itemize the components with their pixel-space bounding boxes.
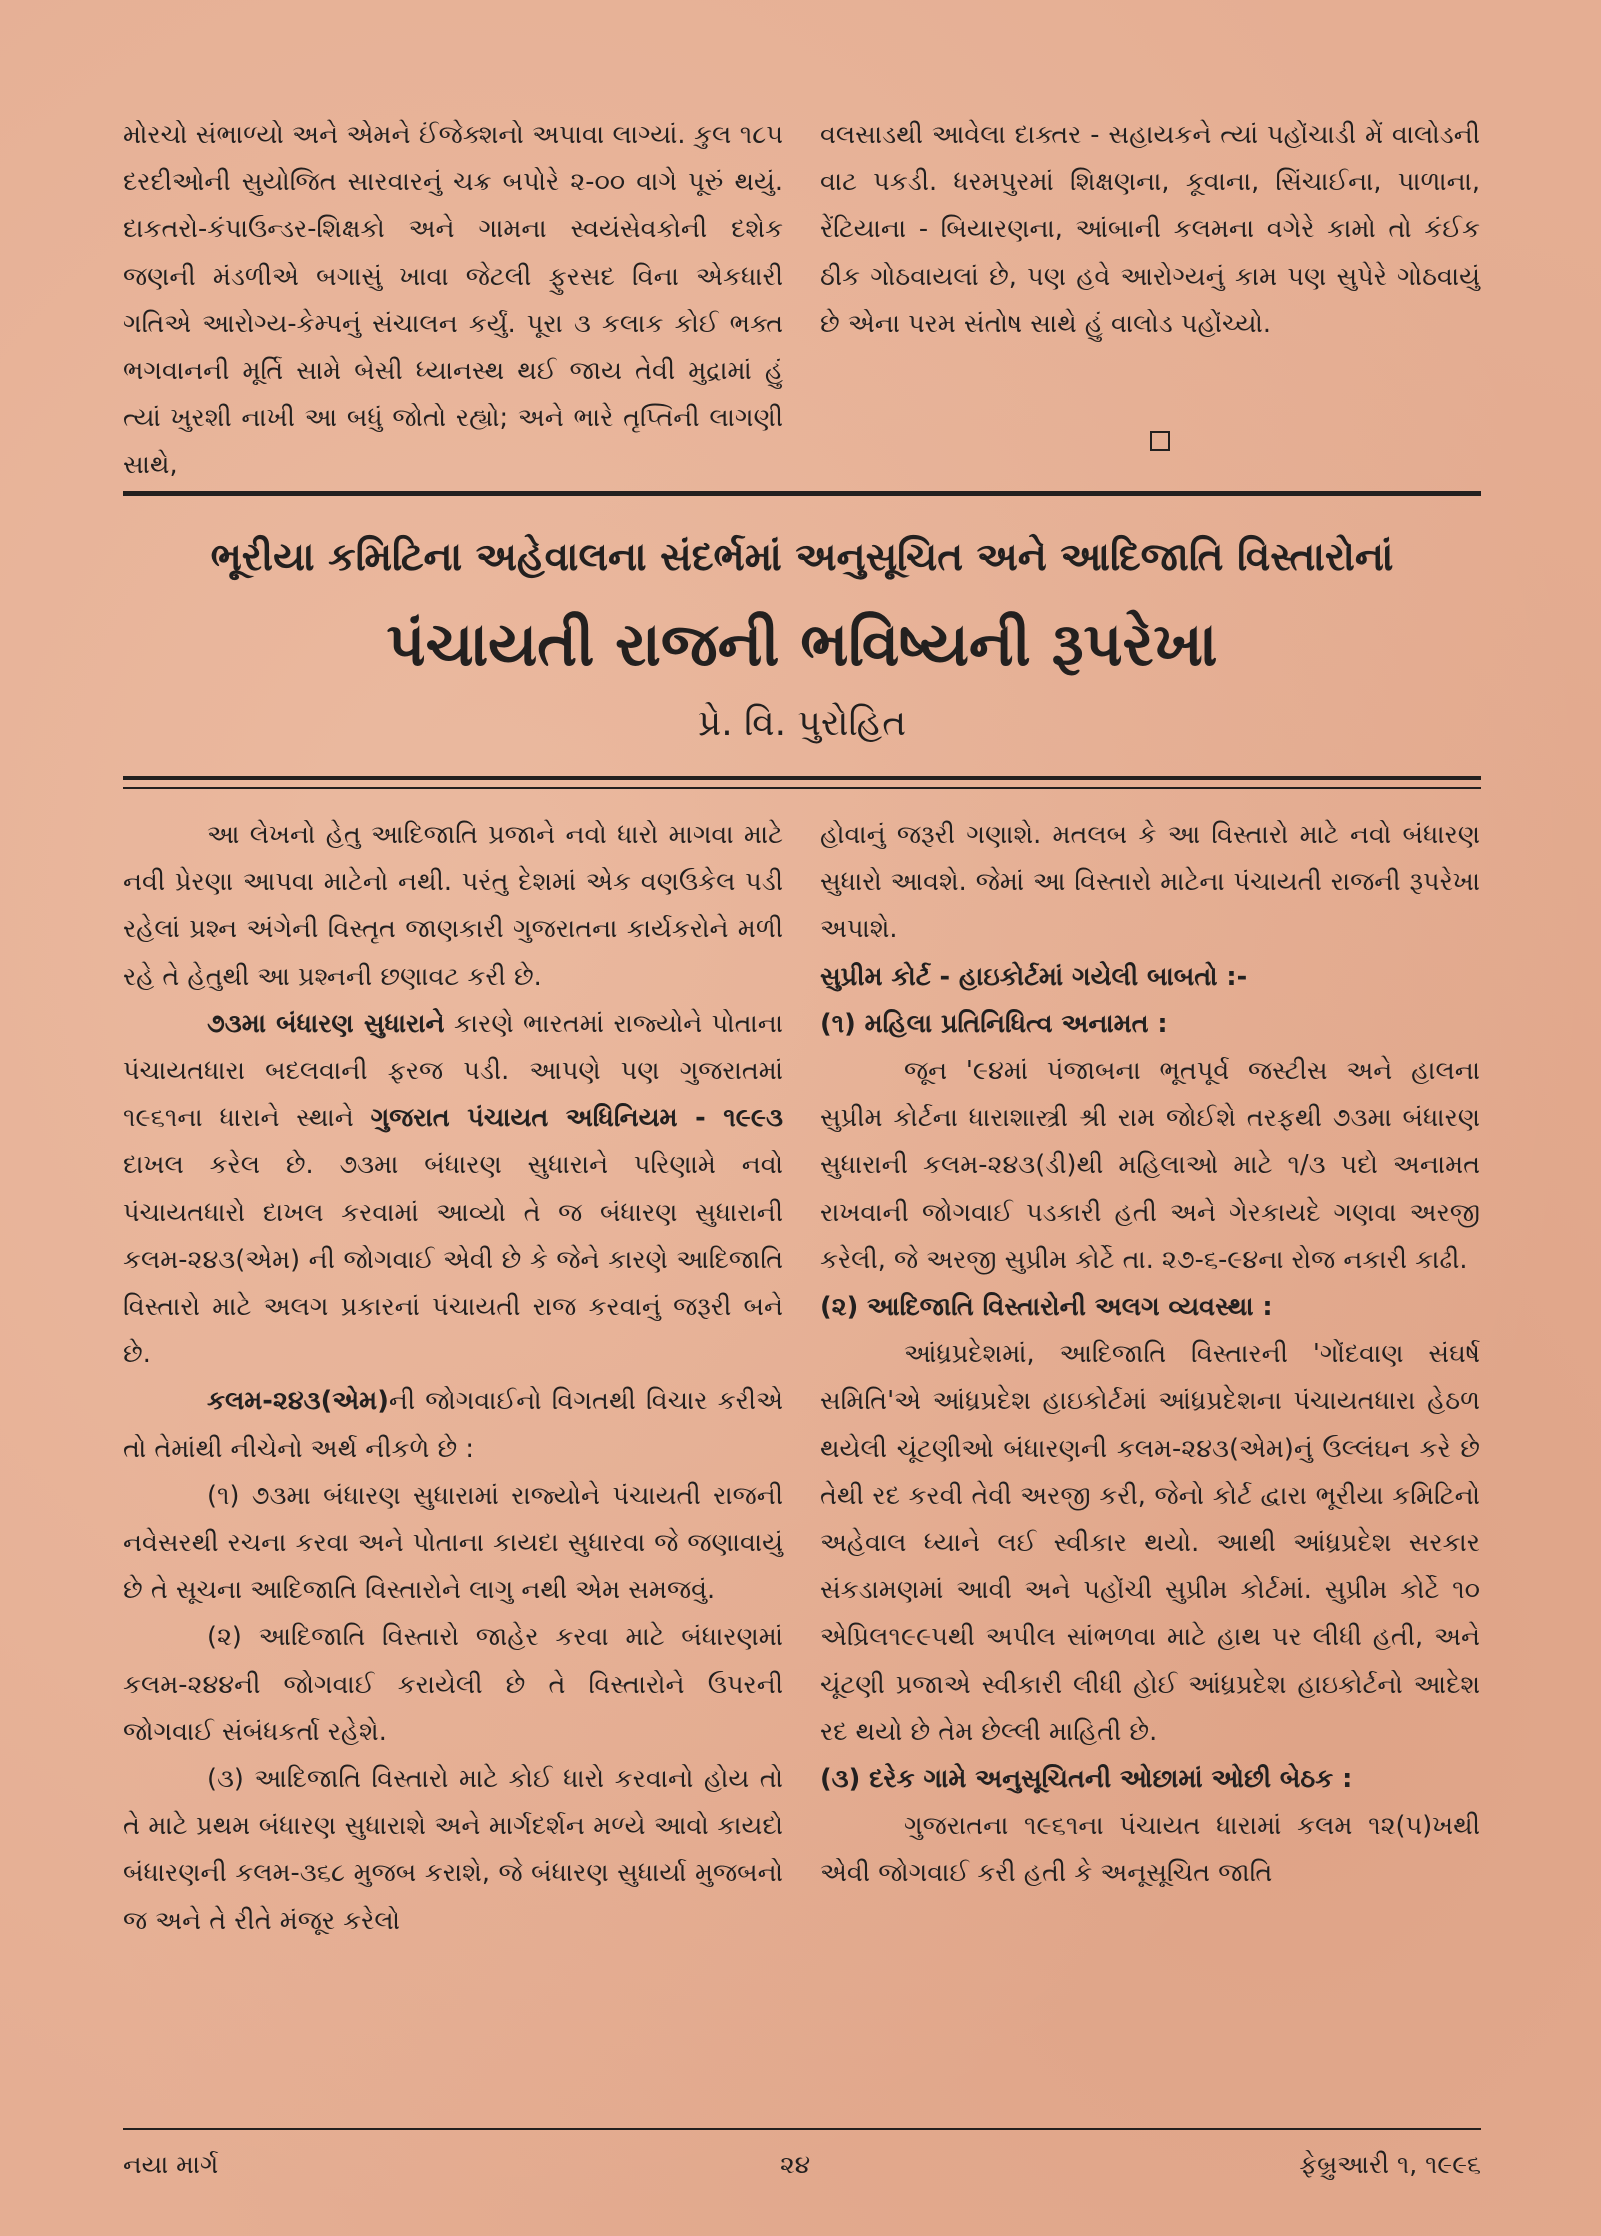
subsection-heading: (૩) દરેક ગામે અનુસૂચિતની ઓછામાં ઓછી બેઠક : (820, 1764, 1353, 1795)
paragraph-text: દાખલ કરેલ છે. ૭૩મા બંધારણ સુધારાને પરિણામે નવો પંચાયતધારો દાખલ કરવામાં આવ્યો તે જ બંધારણ સુધારાની કલમ-૨૪૩(એમ) ની જોગવાઈ એવી છે કે જેને કારણે આદિજાતિ વિસ્તારો માટે અલગ પ્રકારનાં પંચાયતી રાજ કરવાનું જરૂરી બને છે. (123, 1150, 783, 1370)
subsection-heading: (૨) આદિજાતિ વિસ્તારોની અલગ વ્યવસ્થા : (820, 1292, 1273, 1323)
bold-lead: ૭૩મા બંધારણ સુધારાને (207, 1008, 445, 1039)
paragraph: (૨) આદિજાતિ વિસ્તારો જાહેર કરવા માટે બંધારણમાં કલમ-૨૪૪ની જોગવાઈ કરાયેલી છે તે વિસ્તારોને ઉપરની જોગવાઈ સંબંધકર્તા રહેશે. (123, 1622, 783, 1747)
section-heading: સુપ્રીમ કોર્ટ - હાઇકોર્ટમાં ગયેલી બાબતો :- (820, 961, 1248, 992)
subsection-heading: (૧) મહિલા પ્રતિનિધિત્વ અનામત : (820, 1008, 1168, 1039)
paragraph: આ લેખનો હેતુ આદિજાતિ પ્રજાને નવો ધારો માગવા માટે નવી પ્રેરણા આપવા માટેનો નથી. પરંતુ દેશમાં એક વણઉકેલ પડી રહેલાં પ્રશ્ન અંગેની વિસ્તૃત જાણકારી ગુજરાતના કાર્યકરોને મળી રહે તે હેતુથી આ પ્રશ્નની છણાવટ કરી છે. (123, 820, 783, 992)
footer-divider (123, 2128, 1481, 2130)
previous-article-left-text: મોરચો સંભાળ્યો અને એમને ઈંજેક્શનો અપાવા લાગ્યાં. કુલ ૧૮૫ દરદીઓની સુયોજિત સારવારનું ચક્ર બપોરે ૨-૦૦ વાગે પૂરું થયું. દાકતરો-કંપાઉન્ડર-શિક્ષકો અને ગામના સ્વયંસેવકોની દશેક જણની મંડળીએ બગાસું ખાવા જેટલી ફુરસદ વિના એકધારી ગતિએ આરોગ્ય-કેમ્પનું સંચાલન કર્યું. પૂરા ૩ કલાક કોઈ ભક્ત ભગવાનની મૂર્તિ સામે બેસી ધ્યાનસ્થ થઈ જાય તેવી મુદ્રામાં હું ત્યાં ખુરશી નાખી આ બધું જોતો રહ્યો; અને ભારે તૃપ્તિની લાગણી સાથે, (123, 120, 783, 481)
bold-lead: કલમ-૨૪૩(એમ) (207, 1386, 389, 1417)
previous-article-left-column (123, 112, 783, 490)
previous-article-right-column (820, 112, 1480, 348)
article-left-column (123, 812, 783, 1945)
paragraph-text: કારણે ભારતમાં રાજ્યોને પોતાના પંચાયતધારા બદલવાની ફરજ પડી. આપણે પણ ગુજરાતમાં ૧૯૬૧ના ધારાને સ્થાને (123, 1008, 783, 1134)
paragraph: (૧) ૭૩મા બંધારણ સુધારામાં રાજ્યોને પંચાયતી રાજની નવેસરથી રચના કરવા અને પોતાના કાયદા સુધારવા જે જણાવાયું છે તે સૂચના આદિજાતિ વિસ્તારોને લાગુ નથી એમ સમજવું. (123, 1480, 783, 1606)
paragraph-text: ની જોગવાઈનો વિગતથી વિચાર કરીએ તો તેમાંથી નીચેનો અર્થ નીકળે છે : (123, 1386, 783, 1464)
paragraph: જૂન '૯૪માં પંજાબના ભૂતપૂર્વ જસ્ટીસ અને હાલના સુપ્રીમ કોર્ટના ધારાશાસ્ત્રી શ્રી રામ જોઈશે તરફથી ૭૩મા બંધારણ સુધારાની કલમ-૨૪૩(ડી)થી મહિલાઓ માટે ૧/૩ પદો અનામત રાખવાની જોગવાઈ પડકારી હતી અને ગેરકાયદે ગણવા અરજી કરેલી, જે અરજી સુપ્રીમ કોર્ટે તા. ૨૭-૬-૯૪ના રોજ નકારી કાઢી. (820, 1056, 1480, 1275)
article-title: પંચાયતી રાજની ભવિષ્યની રૂપરેખા (386, 610, 1218, 680)
previous-article-right-text: વલસાડથી આવેલા દાક્તર - સહાયકને ત્યાં પહોંચાડી મેં વાલોડની વાટ પકડી. ધરમપુરમાં શિક્ષણના, કૂવાના, સિંચાઈના, પાળાના, રેંટિયાના - બિયારણના, આંબાની કલમના વગેરે કામો તો કંઈક ઠીક ગોઠવાયલાં છે, પણ હવે આરોગ્યનું કામ પણ સુપેરે ગોઠવાયું છે એના પરમ સંતોષ સાથે હું વાલોડ પહોંચ્યો. (820, 120, 1480, 339)
paragraph: આંધ્રપ્રદેશમાં, આદિજાતિ વિસ્તારની 'ગોંદવાણ સંઘર્ષ સમિતિ'એ આંધ્રપ્રદેશ હાઇકોર્ટમાં આંધ્રપ્રદેશના પંચાયતધારા હેઠળ થયેલી ચૂંટણીઓ બંધારણની કલમ-૨૪૩(એમ)નું ઉલ્લંઘન કરે છે તેથી રદ કરવી તેવી અરજી કરી, જેનો કોર્ટ દ્વારા ભૂરીયા કમિટિનો અહેવાલ ધ્યાને લઈ સ્વીકાર થયો. આથી આંધ્રપ્રદેશ સરકાર સંકડામણમાં આવી અને પહોંચી સુપ્રીમ કોર્ટમાં. સુપ્રીમ કોર્ટે ૧૦ એપ્રિલ૧૯૯૫થી અપીલ સાંભળવા માટે હાથ પર લીધી હતી, અને ચૂંટણી પ્રજાએ સ્વીકારી લીધી હોઈ આંધ્રપ્રદેશ હાઇકોર્ટનો આદેશ રદ થયો છે તેમ છેલ્લી માહિતી છે. (820, 1339, 1480, 1747)
bold-act-name: ગુજરાત પંચાયત અધિનિયમ - ૧૯૯૩ (370, 1103, 783, 1134)
paragraph: હોવાનું જરૂરી ગણાશે. મતલબ કે આ વિસ્તારો માટે નવો બંધારણ સુધારો આવશે. જેમાં આ વિસ્તારો માટેના પંચાયતી રાજની રૂપરેખા અપાશે. (820, 820, 1480, 945)
title-divider-thick (123, 776, 1481, 780)
footer-date: ફેબ્રુઆરી ૧, ૧૯૯૬ (1299, 2150, 1481, 2179)
section-divider-top (123, 491, 1481, 496)
paragraph: (૩) આદિજાતિ વિસ્તારો માટે કોઈ ધારો કરવાનો હોય તો તે માટે પ્રથમ બંધારણ સુધારાશે અને માર્ગદર્શન મળ્યે આવો કાયદો બંધારણની કલમ-૩૬૮ મુજબ કરાશે, જે બંધારણ સુધાર્યા મુજબનો જ અને તે રીતે મંજૂર કરેલો (123, 1764, 783, 1936)
paragraph: ગુજરાતના ૧૯૬૧ના પંચાયત ધારામાં કલમ ૧૨(૫)ખથી એવી જોગવાઈ કરી હતી કે અનૂસૂચિત જાતિ (820, 1811, 1480, 1889)
paragraph (123, 1001, 783, 1379)
footer-page-number: ૨૪ (780, 2150, 811, 2179)
article-kicker: ભૂરીયા કમિટિના અહેવાલના સંદર્ભમાં અનુસૂચિત અને આદિજાતિ વિસ્તારોનાં (210, 535, 1394, 580)
footer-publication: નયા માર્ગ (123, 2150, 219, 2179)
article-author: પ્રે. વિ. પુરોહિત (697, 703, 907, 744)
article-end-square-icon (1150, 431, 1170, 451)
paragraph (123, 1378, 783, 1472)
article-right-column (820, 812, 1480, 1898)
title-divider-thin (123, 787, 1481, 789)
